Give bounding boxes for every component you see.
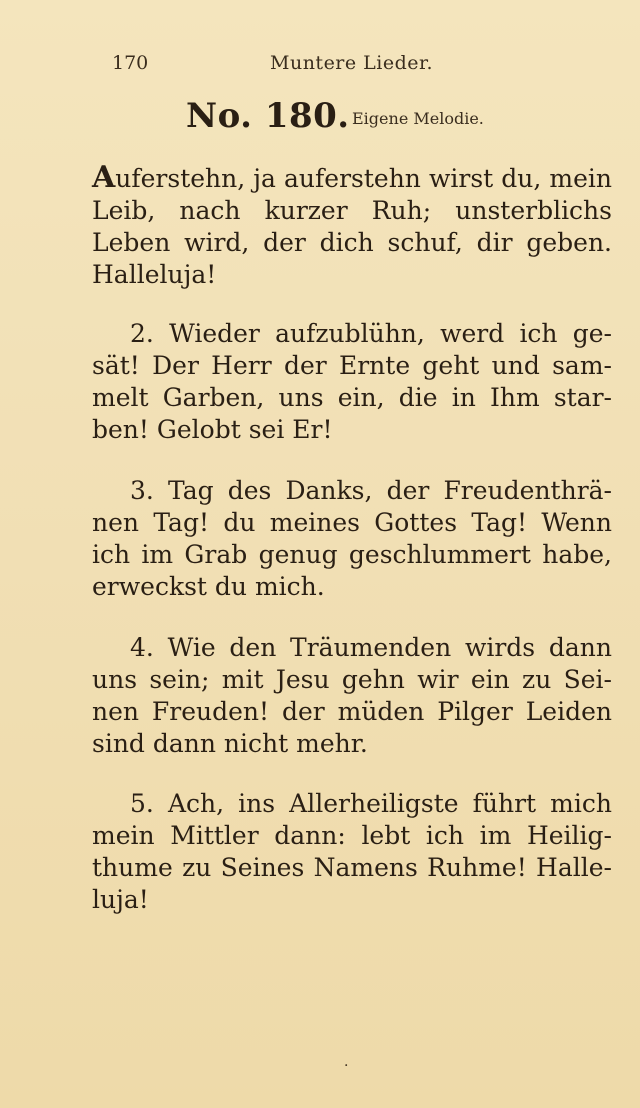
verse-line: ich im Grab genug geschlummert habe,	[92, 540, 612, 569]
verse-line: nen Freuden! der müden Pilger Leiden	[92, 697, 612, 726]
hymn-heading	[0, 96, 640, 146]
drop-cap: A	[92, 160, 116, 195]
melody-note: Eigene Melodie.	[352, 109, 484, 128]
verse-line: 3. Tag des Danks, der Freudenthrä-	[130, 476, 612, 505]
verse-2	[92, 318, 612, 446]
hymn-number: No. 180.	[186, 96, 350, 136]
verse-line: 2. Wieder aufzublühn, werd ich ge-	[130, 319, 612, 348]
running-title: Muntere Lieder.	[270, 52, 434, 74]
verse-line: Leib, nach kurzer Ruh; unsterblichs	[92, 196, 612, 225]
verse-line: erweckst du mich.	[92, 572, 325, 601]
verse-line: luja!	[92, 885, 149, 914]
verse-3	[92, 475, 612, 603]
verse-line-text: uferstehn, ja auferstehn wirst du, mein	[115, 164, 612, 193]
verse-line: sät! Der Herr der Ernte geht und sam-	[92, 351, 612, 380]
verse-line: sind dann nicht mehr.	[92, 729, 368, 758]
verse-line: melt Garben, uns ein, die in Ihm star-	[92, 383, 612, 412]
verse-line: Leben wird, der dich schuf, dir geben.	[92, 228, 612, 257]
verse-5	[92, 788, 612, 916]
page-number: 170	[112, 52, 149, 74]
verse-line	[92, 162, 612, 195]
verse-line: ben! Gelobt sei Er!	[92, 415, 333, 444]
running-head	[0, 52, 640, 80]
verse-line: uns sein; mit Jesu gehn wir ein zu Sei-	[92, 665, 612, 694]
signature-mark: ·	[344, 1058, 349, 1074]
verse-line: mein Mittler dann: lebt ich im Heilig-	[92, 821, 612, 850]
verse-1	[92, 162, 612, 291]
verse-line: Halleluja!	[92, 260, 217, 289]
verse-line: nen Tag! du meines Gottes Tag! Wenn	[92, 508, 612, 537]
verse-line: 4. Wie den Träumenden wirds dann	[130, 633, 612, 662]
verse-line: thume zu Seines Namens Ruhme! Halle-	[92, 853, 612, 882]
verse-4	[92, 632, 612, 760]
verse-line: 5. Ach, ins Allerheiligste führt mich	[130, 789, 612, 818]
